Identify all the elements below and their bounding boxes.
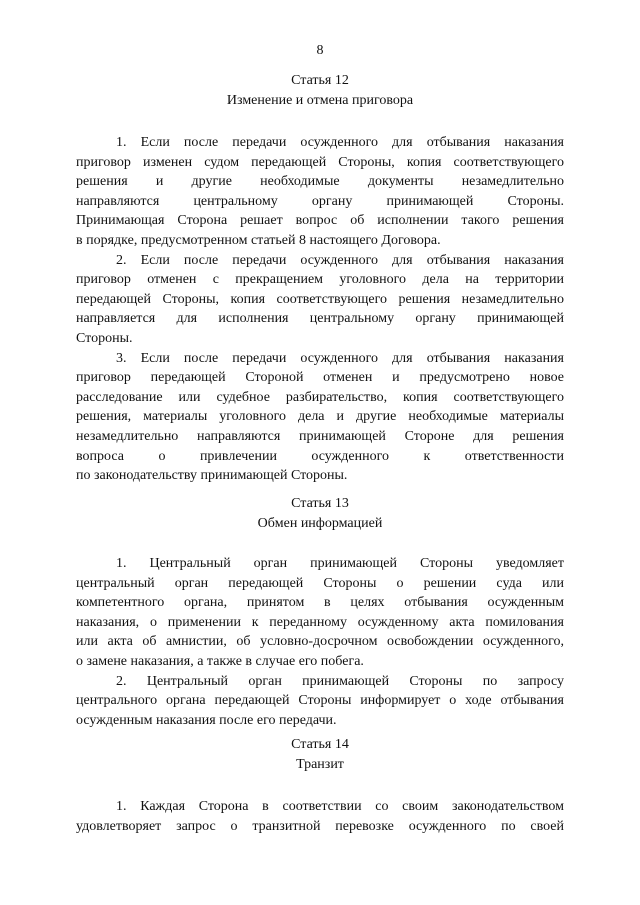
text-line: наказания, о применении к переданному осужденному акта помилования xyxy=(76,614,564,630)
text-line: или акта об амнистии, об условно-досрочном освобождении осужденного, xyxy=(76,634,564,650)
text-line: компетентного органа, принятом в целях отбывания осужденным xyxy=(76,595,564,611)
article-paragraph xyxy=(76,349,564,486)
text-line: расследование или судебное разбирательство, копия соответствующего xyxy=(76,389,564,405)
text-line: приговор изменен судом передающей Стороны, копия соответствующего xyxy=(76,154,564,170)
article-paragraph xyxy=(76,251,564,349)
article-14 xyxy=(76,735,564,836)
text-line: решения и другие необходимые документы незамедлительно xyxy=(76,174,564,190)
article-12 xyxy=(76,71,564,486)
article-paragraph xyxy=(76,133,564,251)
article-title: Транзит xyxy=(296,757,344,772)
text-line: Принимающая Сторона решает вопрос об исполнении такого решения xyxy=(76,213,564,229)
article-paragraph xyxy=(76,672,564,731)
article-paragraph xyxy=(76,554,564,672)
article-paragraph xyxy=(76,797,564,836)
text-line: в порядке, предусмотренном статьей 8 настоящего Договора. xyxy=(76,232,441,248)
article-number: Статья 14 xyxy=(291,737,349,752)
text-line: 1. Центральный орган принимающей Стороны уведомляет xyxy=(116,556,564,571)
text-line: приговор передающей Стороной отменен и предусмотрено новое xyxy=(76,370,564,386)
text-line: 1. Если после передачи осужденного для отбывания наказания xyxy=(116,135,564,150)
text-line: центрального органа передающей Стороны информирует о ходе отбывания xyxy=(76,693,564,709)
article-13 xyxy=(76,494,564,730)
text-line: передающей Стороны, копия соответствующего решения незамедлительно xyxy=(76,291,564,307)
text-line: Стороны. xyxy=(76,330,133,346)
text-line: осужденным наказания после его передачи. xyxy=(76,712,337,728)
text-line: направляются центральному органу принимающей Стороны. xyxy=(76,193,564,209)
text-line: по законодательству принимающей Стороны. xyxy=(76,468,348,484)
text-line: приговор отменен с прекращением уголовного дела на территории xyxy=(76,272,564,288)
article-number: Статья 13 xyxy=(291,496,349,511)
article-title: Изменение и отмена приговора xyxy=(226,93,414,108)
article-title: Обмен информацией xyxy=(257,516,383,531)
page-number: 8 xyxy=(316,43,324,58)
text-line: направляется для исполнения центральному органу принимающей xyxy=(76,311,564,327)
text-line: незамедлительно направляются принимающей Стороне для решения xyxy=(76,428,564,444)
article-number: Статья 12 xyxy=(291,73,349,88)
text-line: вопроса о привлечении осужденного к ответственности xyxy=(76,448,564,464)
text-line: центральный орган передающей Стороны о решении суда или xyxy=(76,575,564,591)
text-line: удовлетворяет запрос о транзитной перевозке осужденного по своей xyxy=(76,818,564,834)
text-line: решения, материалы уголовного дела и другие необходимые материалы xyxy=(76,409,564,425)
text-line: 1. Каждая Сторона в соответствии со своим законодательством xyxy=(116,799,564,814)
text-line: 2. Если после передачи осужденного для отбывания наказания xyxy=(116,252,564,268)
text-line: 3. Если после передачи осужденного для отбывания наказания xyxy=(116,350,564,366)
text-line: 2. Центральный орган принимающей Стороны по запросу xyxy=(116,673,564,689)
text-line: о замене наказания, а также в случае его побега. xyxy=(76,653,364,669)
